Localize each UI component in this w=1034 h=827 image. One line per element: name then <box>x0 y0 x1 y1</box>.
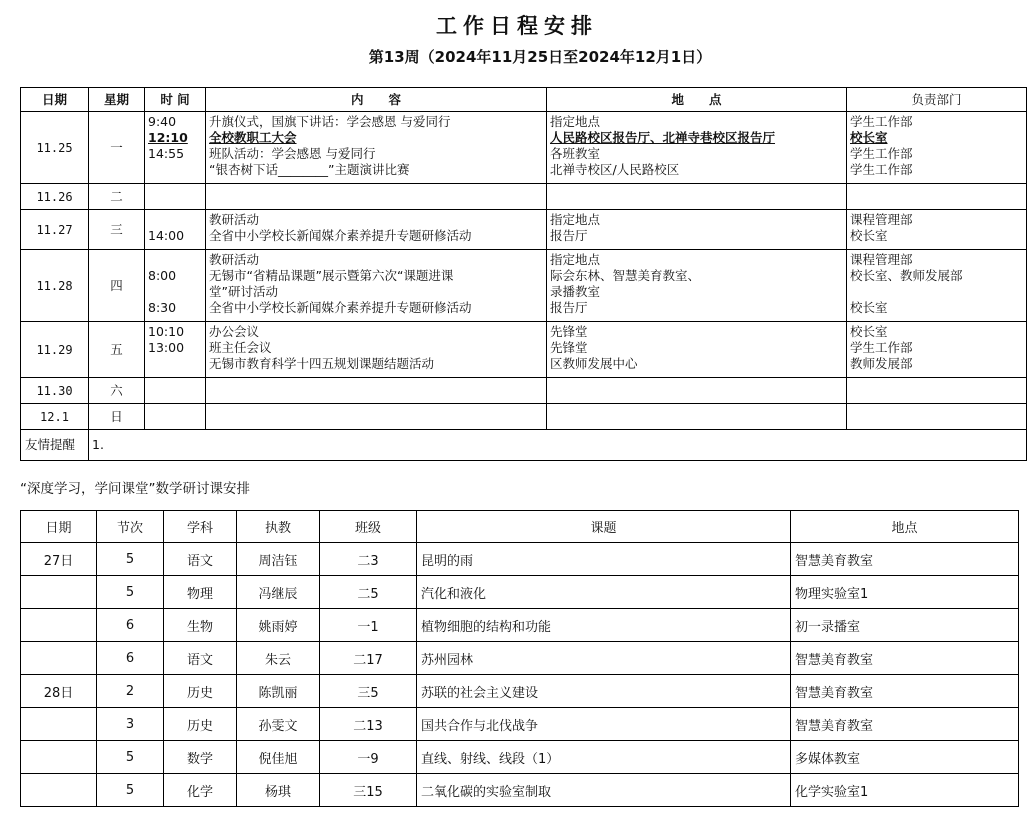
schedule-header-row <box>21 88 1027 112</box>
lesson-cell: 历史 <box>164 675 237 708</box>
reminder-row <box>21 430 1027 461</box>
week-subtitle: 第13周（2024年11月25日至2024年12月1日） <box>368 48 712 66</box>
lesson-cell: 数学 <box>164 741 237 774</box>
lessons-header-cell: 课题 <box>417 511 791 543</box>
schedule-dept-cell <box>847 184 1027 210</box>
lesson-cell: 一9 <box>320 741 417 774</box>
schedule-dept-cell <box>847 210 1027 250</box>
lesson-cell: 倪佳旭 <box>237 741 320 774</box>
schedule-row <box>21 322 1027 378</box>
cell-line: 14:00 <box>148 228 185 243</box>
cell-line: 校长室 <box>850 130 888 145</box>
lesson-cell: 冯继辰 <box>237 576 320 609</box>
schedule-weekday-cell: 六 <box>89 378 145 404</box>
schedule-weekday-cell: 三 <box>89 210 145 250</box>
lesson-cell: 姚雨婷 <box>237 609 320 642</box>
lesson-row <box>21 741 1019 774</box>
schedule-time-cell <box>145 250 206 322</box>
lesson-cell: 6 <box>97 642 164 675</box>
schedule-content-cell <box>206 378 547 404</box>
lesson-cell: 苏联的社会主义建设 <box>417 675 791 708</box>
lessons-header-cell: 执教 <box>237 511 320 543</box>
header-weekday: 星期 <box>89 88 145 112</box>
schedule-time-cell <box>145 184 206 210</box>
schedule-date-cell: 11.30 <box>21 378 89 404</box>
schedule-time-cell <box>145 378 206 404</box>
lesson-cell: 5 <box>97 741 164 774</box>
cell-line: 各班教室 <box>550 146 601 161</box>
page-title: 工作日程安排 <box>436 14 598 38</box>
reminder-text: 1. <box>89 430 1027 461</box>
schedule-date-cell: 12.1 <box>21 404 89 430</box>
lesson-cell: 智慧美育教室 <box>791 708 1019 741</box>
cell-line: 学生工作部 <box>850 340 913 355</box>
lesson-cell: 语文 <box>164 543 237 576</box>
lesson-cell: 多媒体教室 <box>791 741 1019 774</box>
cell-line: 升旗仪式，国旗下讲话：学会感恩 与爱同行 <box>209 114 451 129</box>
lesson-cell: 27日 <box>21 543 97 576</box>
lesson-cell: 智慧美育教室 <box>791 543 1019 576</box>
header-time: 时 间 <box>145 88 206 112</box>
cell-line: 校长室 <box>850 324 888 339</box>
lesson-cell: 5 <box>97 543 164 576</box>
cell-line: 无锡市“省精品课题”展示暨第六次“课题进课 <box>209 268 454 283</box>
lesson-cell: 6 <box>97 609 164 642</box>
lesson-cell: 植物细胞的结构和功能 <box>417 609 791 642</box>
schedule-dept-cell <box>847 322 1027 378</box>
schedule-location-cell <box>547 112 847 184</box>
lesson-cell: 化学 <box>164 774 237 807</box>
cell-line: 校长室 <box>850 300 888 315</box>
cell-line: 录播教室 <box>550 284 601 299</box>
schedule-row <box>21 404 1027 430</box>
cell-line: 13:00 <box>148 340 185 355</box>
schedule-weekday-cell: 五 <box>89 322 145 378</box>
lesson-row <box>21 642 1019 675</box>
lesson-cell: 二氧化碳的实验室制取 <box>417 774 791 807</box>
schedule-row <box>21 378 1027 404</box>
cell-line: 12:10 <box>148 130 188 145</box>
cell-line: 报告厅 <box>550 228 588 243</box>
cell-line: 14:55 <box>148 146 185 161</box>
cell-line: 全校教职工大会 <box>209 130 297 145</box>
schedule-location-cell <box>547 250 847 322</box>
schedule-weekday-cell: 一 <box>89 112 145 184</box>
schedule-content-cell <box>206 322 547 378</box>
schedule-row <box>21 184 1027 210</box>
cell-line: 班主任会议 <box>209 340 272 355</box>
lesson-cell: 朱云 <box>237 642 320 675</box>
lessons-header-cell: 日期 <box>21 511 97 543</box>
cell-line: 9:40 <box>148 114 177 129</box>
cell-line: 教研活动 <box>209 252 260 267</box>
reminder-label: 友情提醒 <box>21 430 89 461</box>
schedule-date-cell: 11.28 <box>21 250 89 322</box>
lesson-cell: 5 <box>97 774 164 807</box>
lessons-header-cell: 节次 <box>97 511 164 543</box>
lesson-cell <box>21 741 97 774</box>
lesson-cell: 5 <box>97 576 164 609</box>
lesson-cell: 二3 <box>320 543 417 576</box>
lesson-cell: 历史 <box>164 708 237 741</box>
cell-line: 校长室 <box>850 228 888 243</box>
lesson-cell: 直线、射线、线段（1） <box>417 741 791 774</box>
lessons-header-cell: 班级 <box>320 511 417 543</box>
cell-line: 校长室、教师发展部 <box>850 268 963 283</box>
cell-line: 班队活动：学会感恩 与爱同行 <box>209 146 376 161</box>
schedule-time-cell <box>145 404 206 430</box>
lesson-cell: 智慧美育教室 <box>791 675 1019 708</box>
schedule-dept-cell <box>847 378 1027 404</box>
cell-line: 办公会议 <box>209 324 260 339</box>
cell-line: 课程管理部 <box>850 212 913 227</box>
cell-line: 指定地点 <box>550 114 601 129</box>
cell-line: 人民路校区报告厅、北禅寺巷校区报告厅 <box>550 130 776 145</box>
lesson-cell: 化学实验室1 <box>791 774 1019 807</box>
cell-line <box>148 284 202 300</box>
lesson-cell: 三15 <box>320 774 417 807</box>
lesson-cell: 物理实验室1 <box>791 576 1019 609</box>
header-dept: 负责部门 <box>847 88 1027 112</box>
lesson-cell: 二17 <box>320 642 417 675</box>
schedule-content-cell <box>206 250 547 322</box>
lesson-row <box>21 609 1019 642</box>
schedule-time-cell <box>145 322 206 378</box>
schedule-time-cell <box>145 112 206 184</box>
lesson-cell: 2 <box>97 675 164 708</box>
lesson-cell: 一1 <box>320 609 417 642</box>
schedule-date-cell: 11.25 <box>21 112 89 184</box>
schedule-dept-cell <box>847 250 1027 322</box>
lesson-cell: 物理 <box>164 576 237 609</box>
cell-line: 全省中小学校长新闻媒介素养提升专题研修活动 <box>209 228 472 243</box>
schedule-location-cell <box>547 322 847 378</box>
lesson-cell: 3 <box>97 708 164 741</box>
schedule-row <box>21 250 1027 322</box>
cell-line: 区教师发展中心 <box>550 356 638 371</box>
schedule-location-cell <box>547 404 847 430</box>
lesson-cell: 陈凯丽 <box>237 675 320 708</box>
lesson-row <box>21 543 1019 576</box>
schedule-location-cell <box>547 184 847 210</box>
lesson-cell: 杨琪 <box>237 774 320 807</box>
lesson-cell: 三5 <box>320 675 417 708</box>
cell-line: 学生工作部 <box>850 114 913 129</box>
lessons-section-title: “深度学习，学问课堂”数学研讨课安排 <box>20 481 250 497</box>
cell-line: 教师发展部 <box>850 356 913 371</box>
cell-line <box>148 212 202 228</box>
cell-line <box>148 252 202 268</box>
schedule-date-cell: 11.27 <box>21 210 89 250</box>
schedule-dept-cell <box>847 404 1027 430</box>
lesson-cell <box>21 642 97 675</box>
header-content: 内 容 <box>206 88 547 112</box>
cell-line: 际会东林、智慧美育教室、 <box>550 268 701 283</box>
lesson-cell: 汽化和液化 <box>417 576 791 609</box>
cell-line: 教研活动 <box>209 212 260 227</box>
schedule-location-cell <box>547 378 847 404</box>
lesson-cell <box>21 774 97 807</box>
lesson-cell: 二13 <box>320 708 417 741</box>
cell-line <box>850 284 1023 300</box>
lesson-cell <box>21 708 97 741</box>
lessons-header-cell: 地点 <box>791 511 1019 543</box>
schedule-row <box>21 112 1027 184</box>
lesson-row <box>21 675 1019 708</box>
cell-line: 先锋堂 <box>550 340 588 355</box>
lesson-cell: 语文 <box>164 642 237 675</box>
lesson-row <box>21 708 1019 741</box>
schedule-time-cell <box>145 210 206 250</box>
schedule-dept-cell <box>847 112 1027 184</box>
cell-line: 课程管理部 <box>850 252 913 267</box>
cell-line: 先锋堂 <box>550 324 588 339</box>
lessons-header-row <box>21 511 1019 543</box>
header-date: 日期 <box>21 88 89 112</box>
cell-line: 堂”研讨活动 <box>209 284 278 299</box>
lesson-cell <box>21 576 97 609</box>
lesson-row <box>21 774 1019 807</box>
lesson-cell <box>21 609 97 642</box>
lesson-cell: 初一录播室 <box>791 609 1019 642</box>
lesson-cell: 生物 <box>164 609 237 642</box>
lesson-row <box>21 576 1019 609</box>
lesson-cell: 国共合作与北伐战争 <box>417 708 791 741</box>
header-location: 地 点 <box>547 88 847 112</box>
schedule-date-cell: 11.26 <box>21 184 89 210</box>
cell-line: 指定地点 <box>550 252 601 267</box>
lessons-table <box>20 510 1019 807</box>
schedule-weekday-cell: 四 <box>89 250 145 322</box>
cell-line: 8:30 <box>148 300 177 315</box>
schedule-row <box>21 210 1027 250</box>
schedule-content-cell <box>206 404 547 430</box>
cell-line: 无锡市教育科学十四五规划课题结题活动 <box>209 356 435 371</box>
cell-line: 指定地点 <box>550 212 601 227</box>
cell-line: 8:00 <box>148 268 177 283</box>
cell-line: 10:10 <box>148 324 185 339</box>
lesson-cell: 孙雯文 <box>237 708 320 741</box>
cell-line: 学生工作部 <box>850 146 913 161</box>
lessons-header-cell: 学科 <box>164 511 237 543</box>
lesson-cell: 昆明的雨 <box>417 543 791 576</box>
cell-line: 北禅寺校区/人民路校区 <box>550 162 680 177</box>
cell-line: “银杏树下话________”主题演讲比赛 <box>209 162 410 177</box>
schedule-content-cell <box>206 210 547 250</box>
schedule-content-cell <box>206 184 547 210</box>
lesson-cell: 智慧美育教室 <box>791 642 1019 675</box>
schedule-table <box>20 87 1027 461</box>
lesson-cell: 二5 <box>320 576 417 609</box>
schedule-content-cell <box>206 112 547 184</box>
schedule-location-cell <box>547 210 847 250</box>
lesson-cell: 周洁钰 <box>237 543 320 576</box>
schedule-weekday-cell: 二 <box>89 184 145 210</box>
cell-line: 学生工作部 <box>850 162 913 177</box>
cell-line: 报告厅 <box>550 300 588 315</box>
lesson-cell: 苏州园林 <box>417 642 791 675</box>
schedule-date-cell: 11.29 <box>21 322 89 378</box>
lesson-cell: 28日 <box>21 675 97 708</box>
cell-line: 全省中小学校长新闻媒介素养提升专题研修活动 <box>209 300 472 315</box>
schedule-weekday-cell: 日 <box>89 404 145 430</box>
